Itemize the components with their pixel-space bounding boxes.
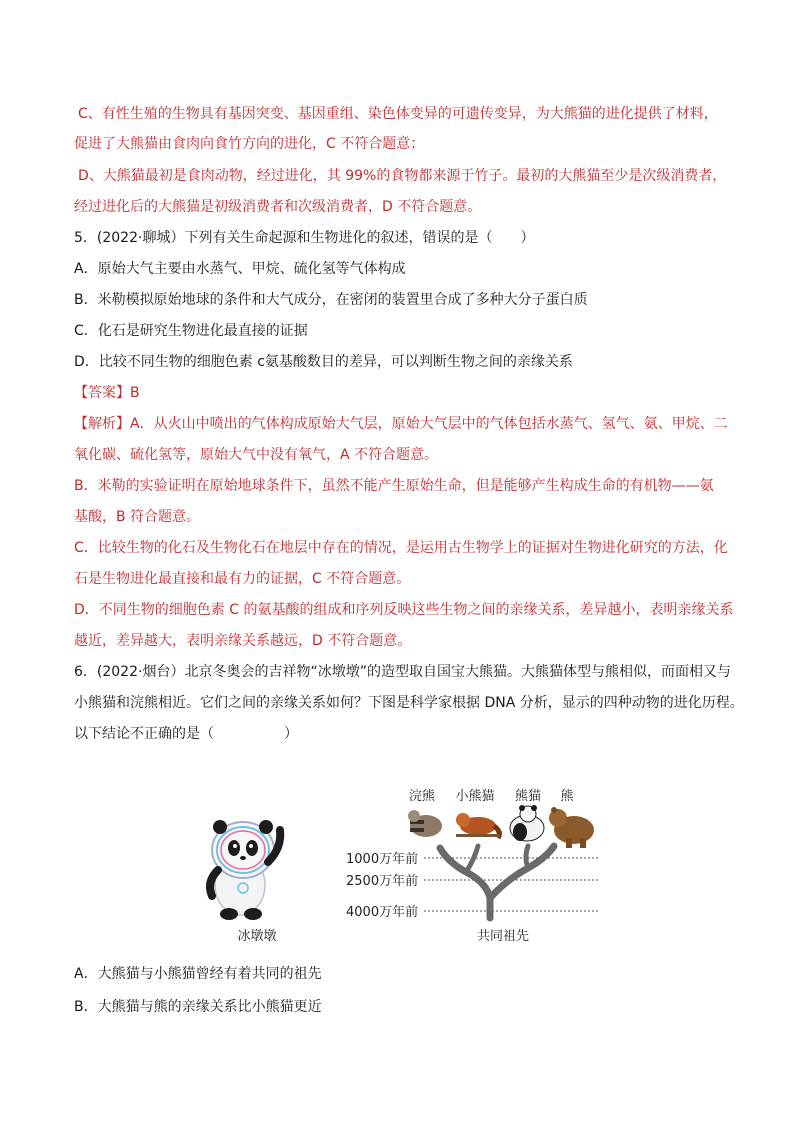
time-label-40m: 4000万年前 bbox=[346, 905, 419, 920]
tree-caption: 共同祖先 bbox=[476, 929, 530, 944]
question-6-stem-line-3: 以下结论不正确的是（ ） bbox=[74, 726, 298, 742]
question-5-option-d: D．比较不同生物的细胞色素 c氨基酸数目的差异，可以判断生物之间的亲缘关系 bbox=[74, 354, 573, 370]
question-6-stem-line-1: 6．(2022·烟台）北京冬奥会的吉祥物“冰墩墩”的造型取自国宝大熊猫。大熊猫体型与熊相似，而面相又与 bbox=[74, 664, 731, 680]
question-6-option-a: A．大熊猫与小熊猫曾经有着共同的祖先 bbox=[74, 966, 322, 982]
question-5-analysis-line-7: D．不同生物的细胞色素 C 的氨基酸的组成和序列反映这些生物之间的亲缘关系，差异越小，表明亲缘关系 bbox=[74, 602, 734, 618]
time-label-10m: 1000万年前 bbox=[346, 852, 419, 867]
question-6-stem-line-2: 小熊猫和浣熊相近。它们之间的亲缘关系如何？下图是科学家根据 DNA 分析，显示的四种动物的进化历程。 bbox=[74, 695, 744, 711]
raccoon-image bbox=[408, 810, 442, 837]
question-5-stem: 5．(2022·聊城）下列有关生命起源和生物进化的叙述，错误的是（ ） bbox=[74, 230, 535, 246]
animal-label-bear: 熊 bbox=[560, 789, 574, 804]
animal-label-red-panda: 小熊猫 bbox=[455, 789, 495, 804]
question-5-analysis-line-3: B．米勒的实验证明在原始地球条件下，虽然不能产生原始生命，但是能够产生构成生命的有机物——氨 bbox=[74, 478, 714, 494]
question-5-analysis-line-4: 基酸，B 符合题意。 bbox=[74, 509, 201, 525]
question-5-analysis-line-1 bbox=[74, 414, 728, 434]
analysis-d-line-1: D、大熊猫最初是食肉动物，经过进化，其 99%的食物都来源于竹子。最初的大熊猫至少是次级消费者， bbox=[78, 168, 727, 184]
mascot-caption: 冰墩墩 bbox=[237, 929, 277, 944]
mascot-image bbox=[210, 820, 280, 920]
red-panda-image bbox=[456, 813, 500, 838]
analysis-text: A．从火山中喷出的气体构成原始大气层，原始大气层中的气体包括水蒸气、氢气、氨、甲烷、二 bbox=[130, 416, 728, 432]
giant-panda-image bbox=[510, 805, 544, 841]
analysis-d-line-2: 经过进化后的大熊猫是初级消费者和次级消费者，D 不符合题意。 bbox=[74, 199, 482, 215]
analysis-c-line-1: C、有性生殖的生物具有基因突变、基因重组、染色体变异的可遗传变异，为大熊猫的进化提供了材料， bbox=[78, 106, 718, 122]
question-6-option-b: B．大熊猫与熊的亲缘关系比小熊猫更近 bbox=[74, 999, 322, 1015]
question-5-option-c: C．化石是研究生物进化最直接的证据 bbox=[74, 323, 308, 339]
bear-image bbox=[549, 807, 594, 848]
analysis-label: 【解析】 bbox=[74, 416, 130, 432]
question-5-analysis-line-2: 氧化碳、硫化氢等，原始大气中没有氧气，A 不符合题意。 bbox=[74, 447, 439, 463]
question-5-answer: 【答案】B bbox=[74, 385, 140, 401]
question-5-option-a: A．原始大气主要由水蒸气、甲烷、硫化氢等气体构成 bbox=[74, 261, 406, 277]
question-5-analysis-line-6: 石是生物进化最直接和最有力的证据，C 不符合题意。 bbox=[74, 571, 411, 587]
animal-label-raccoon: 浣熊 bbox=[408, 789, 436, 804]
question-5-analysis-line-5: C．比较生物的化石及生物化石在地层中存在的情况，是运用古生物学上的证据对生物进化研究的方法，化 bbox=[74, 540, 728, 556]
analysis-c-line-2: 促进了大熊猫由食肉向食竹方向的进化，C 不符合题意； bbox=[74, 136, 425, 152]
evolution-tree bbox=[440, 846, 554, 918]
question-5-analysis-line-8: 越近，差异越大，表明亲缘关系越远，D 不符合题意。 bbox=[74, 633, 412, 649]
question-5-option-b: B．米勒模拟原始地球的条件和大气成分，在密闭的装置里合成了多种大分子蛋白质 bbox=[74, 292, 588, 308]
animal-label-giant-panda: 熊猫 bbox=[514, 789, 542, 804]
time-label-25m: 2500万年前 bbox=[346, 874, 419, 889]
evolution-figure bbox=[0, 770, 794, 960]
